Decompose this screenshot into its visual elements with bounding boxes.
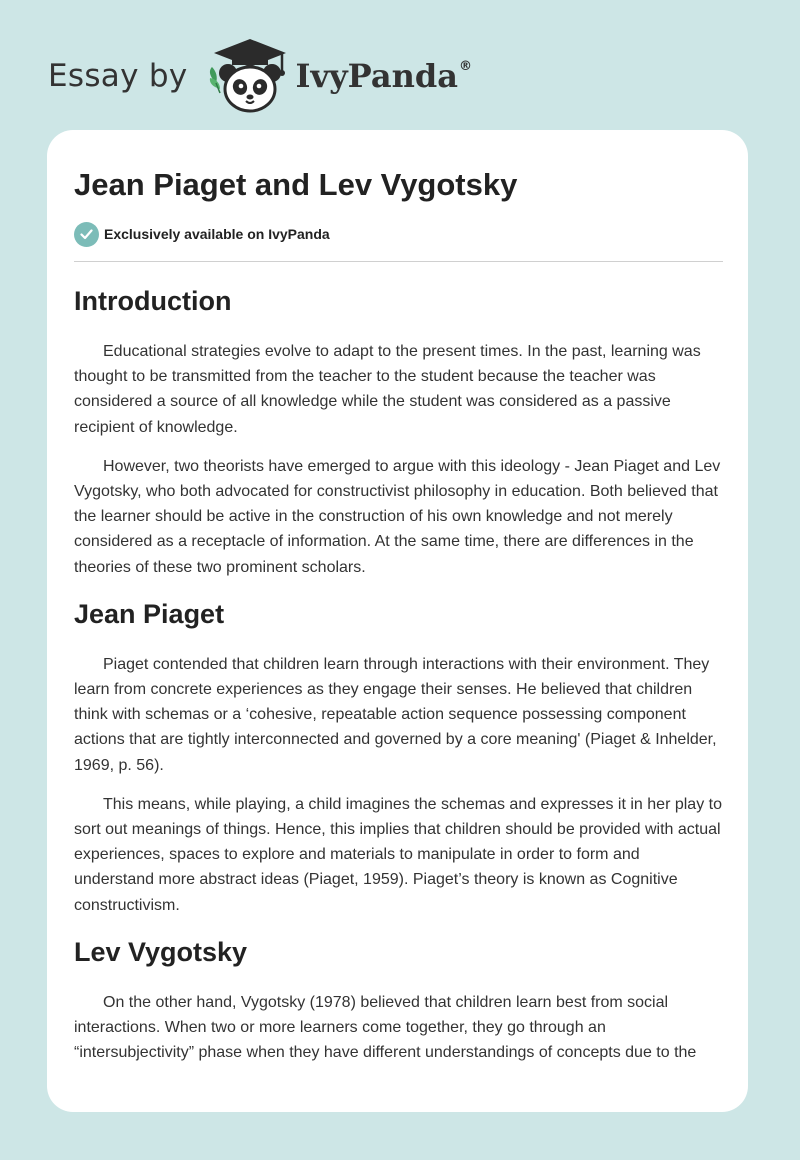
section-lev-vygotsky bbox=[74, 935, 723, 1066]
site-header bbox=[48, 36, 472, 116]
ivy-leaf-icon bbox=[209, 67, 219, 93]
section-heading: Lev Vygotsky bbox=[74, 936, 248, 967]
registered-mark: ® bbox=[458, 58, 472, 74]
section-heading: Introduction bbox=[74, 286, 232, 316]
section-heading: Jean Piaget bbox=[74, 598, 225, 629]
essay-content bbox=[74, 130, 723, 1065]
paragraph: Educational strategies evolve to adapt to the present times. In the past, learning was thought to be transmitted from the teacher to the student because the teacher was considered a source of all knowledge while the student was considered as a passive recipient of knowledge. bbox=[74, 343, 701, 436]
paragraph: This means, while playing, a child imagines the schemas and expresses it in her play to sort out meanings of things. Hence, this implies that children should be provided with actual experiences, spaces to explore and materials to manipulate in order to form and understand more abstract ideas (Piaget, 1959). Piaget’s theory is known as Cognitive constructivism. bbox=[74, 795, 722, 914]
exclusive-badge bbox=[74, 221, 723, 247]
essay-title: Jean Piaget and Lev Vygotsky bbox=[74, 167, 518, 202]
paragraph: Piaget contended that children learn through interactions with their environment. They learn from concrete experiences as they engage their senses. He believed that children think with schemas or a ‘cohesive, repeatable action sequence possessing component actions that are tightly interconnected and governed by a core meaning' (Piaget & Inhelder, 1969, p. 56). bbox=[74, 655, 717, 774]
brand-prefix: Essay by bbox=[48, 58, 188, 94]
essay-card bbox=[47, 130, 748, 1112]
paragraph: On the other hand, Vygotsky (1978) believed that children learn best from social interactions. When two or more learners come together, they go through an “intersubjectivity” phase when they have different understandings of concepts due to the bbox=[74, 993, 697, 1062]
panda-logo-icon[interactable] bbox=[202, 37, 294, 115]
divider bbox=[74, 261, 723, 262]
section-introduction bbox=[74, 284, 723, 580]
paragraph: However, two theorists have emerged to argue with this ideology - Jean Piaget and Lev Vygotsky, who both advocated for constructivist philosophy in education. Both believed that the learner should be active in the construction of his own knowledge and not merely considered as a receptacle of information. At the same time, there are differences in the theories of these two prominent scholars. bbox=[74, 457, 721, 576]
section-jean-piaget bbox=[74, 597, 723, 918]
exclusive-label: Exclusively available on IvyPanda bbox=[104, 226, 330, 242]
check-circle-icon bbox=[74, 222, 99, 247]
brand-name[interactable]: IvyPanda bbox=[295, 57, 458, 95]
